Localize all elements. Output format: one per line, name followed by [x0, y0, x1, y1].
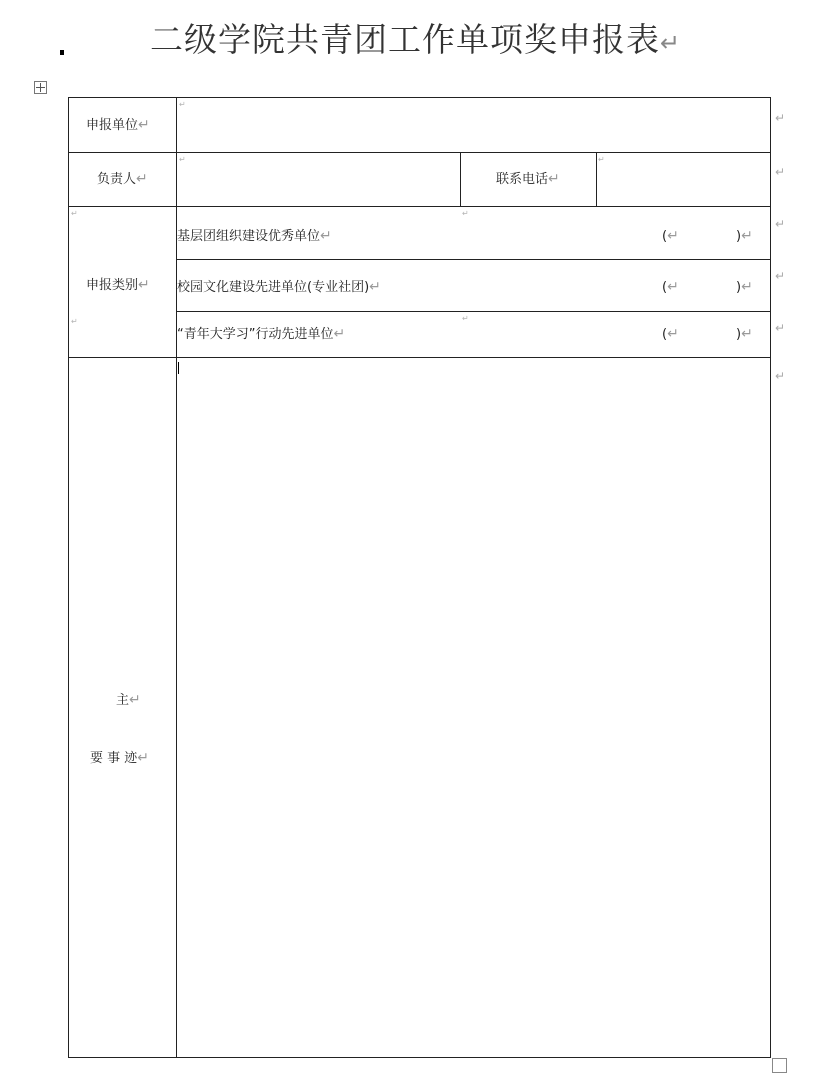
phone-label: 联系电话↵ [496, 171, 560, 187]
paragraph-mark: ↵ [659, 29, 682, 57]
category-3-mark-open[interactable]: (↵ [662, 326, 679, 342]
phone-value-divider [596, 152, 597, 206]
row-end-mark: ↵ [775, 269, 786, 283]
category-option-2[interactable]: 校园文化建设先进单位(专业社团)↵ [177, 279, 381, 295]
unit-label: 申报单位↵ [86, 117, 150, 133]
row-end-mark: ↵ [775, 369, 786, 383]
deeds-label-line-1: 主↵ [116, 692, 141, 708]
category-divider [176, 311, 771, 312]
deeds-content-cell[interactable] [178, 360, 768, 1055]
phone-value-cell[interactable] [598, 154, 768, 204]
category-2-mark-close: )↵ [736, 279, 753, 295]
table-border-bottom [68, 1057, 771, 1058]
row-divider [68, 357, 771, 358]
unit-value-cell[interactable] [178, 100, 768, 150]
bullet-mark [60, 50, 64, 55]
deeds-label-line-2: 要 事 迹↵ [90, 750, 149, 766]
category-2-mark-open[interactable]: (↵ [662, 279, 679, 295]
phone-label-divider [460, 152, 461, 206]
category-1-mark-close: )↵ [736, 228, 753, 244]
table-border-left [68, 97, 69, 1058]
row-end-mark: ↵ [775, 321, 786, 335]
row-divider [68, 206, 771, 207]
category-option-3[interactable]: “青年大学习”行动先进单位↵ [177, 326, 346, 342]
category-option-1[interactable]: 基层团组织建设优秀单位↵ [177, 228, 332, 244]
table-move-handle-icon[interactable] [34, 81, 47, 94]
category-divider [176, 259, 771, 260]
category-label: 申报类别↵ [86, 277, 150, 293]
row-end-mark: ↵ [775, 111, 786, 125]
table-resize-handle-icon[interactable] [772, 1058, 787, 1073]
form-title: 二级学院共青团工作单项奖申报表↵ [149, 20, 682, 59]
table-border-right [770, 97, 771, 1058]
row-divider [68, 152, 771, 153]
category-1-mark-open[interactable]: (↵ [662, 228, 679, 244]
table-border-top [68, 97, 771, 98]
row-end-mark: ↵ [775, 165, 786, 179]
leader-value-cell[interactable] [178, 154, 458, 204]
row-end-mark: ↵ [775, 217, 786, 231]
leader-label: 负责人↵ [97, 171, 148, 187]
category-3-mark-close: )↵ [736, 326, 753, 342]
